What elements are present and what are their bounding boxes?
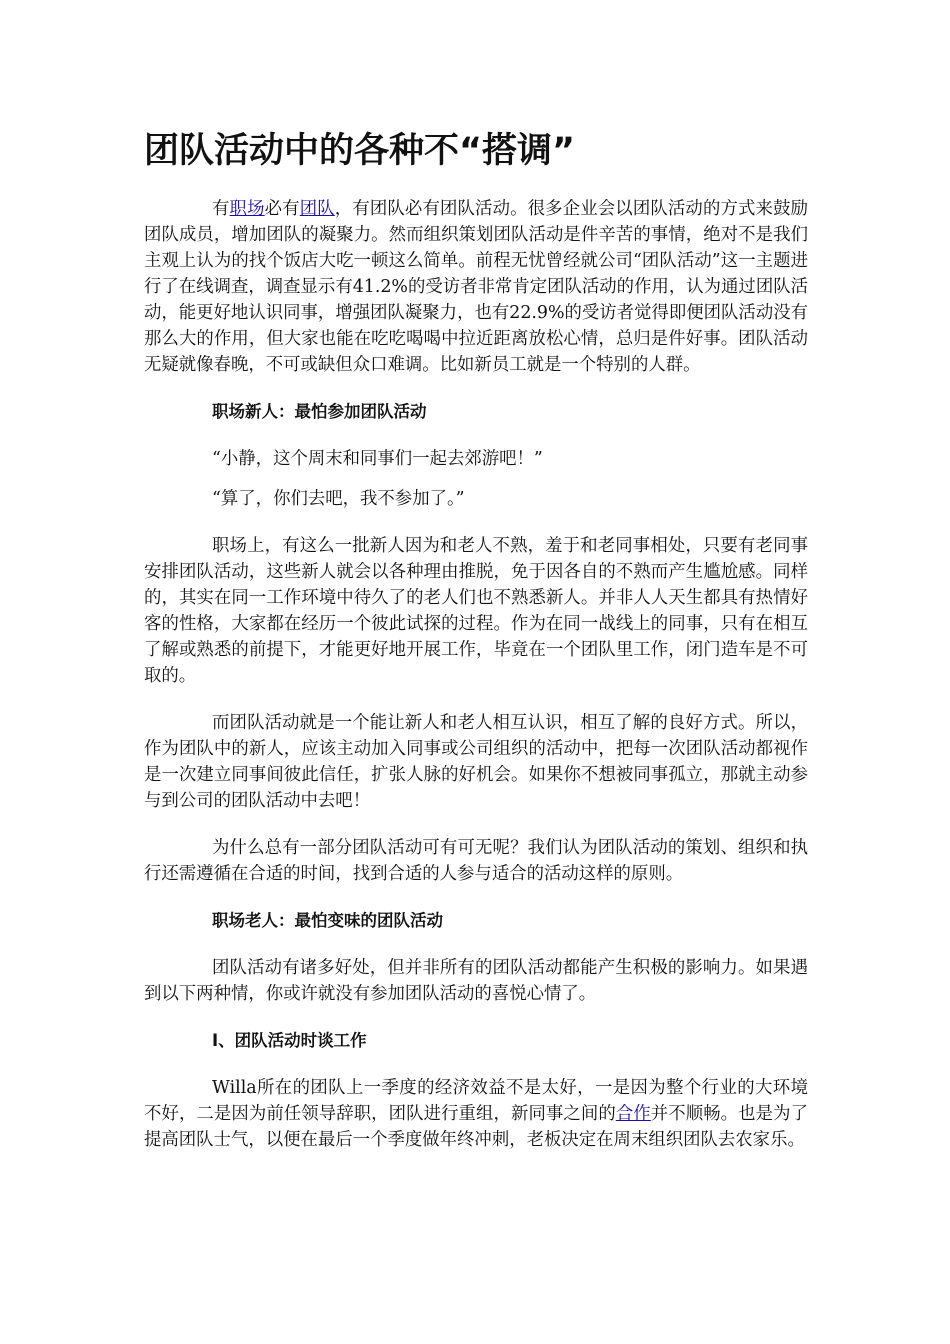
team-link[interactable]: 团队: [299, 199, 335, 219]
newcomers-paragraph-2: 而团队活动就是一个能让新人和老人相互认识，相互了解的良好方式。所以，作为团队中的新人，应该主动加入同事或公司组织的活动中，把每一次团队活动都视作是一次建立同事间彼此信任，扩张人脉的好机会。如果你不想被同事孤立，那就主动参与到公司的团队活动中去吧！: [144, 713, 808, 811]
section-heading-veterans: 职场老人：最怕变味的团队活动: [212, 911, 443, 930]
intro-paragraph: [144, 196, 808, 378]
newcomers-paragraph-1: 职场上，有这么一批新人因为和老人不熟，羞于和老同事相处，只要有老同事安排团队活动，这些新人就会以各种理由推脱，免于因各自的不熟而产生尴尬感。同样的，其实在同一工作环境中待久了的老人们也不熟悉新人。并非人人天生都具有热情好客的性格，大家都在经历一个彼此试探的过程。作为在同一战线上的同事，只有在相互了解或熟悉的前提下，才能更好地开展工作，毕竟在一个团队里工作，闭门造车是不可取的。: [144, 536, 808, 686]
intro-text-2: 必有: [264, 199, 300, 219]
work-talk-text-2: 并不顺畅。也是为了提高团队士气，以便在最后一个季度做年终冲刺，老板决定在周末组织团队去农家乐。: [144, 1104, 808, 1150]
quote-decline: “算了，你们去吧，我不参加了。”: [212, 489, 465, 509]
intro-text-3: ，有团队必有团队活动。很多企业会以团队活动的方式来鼓励团队成员，增加团队的凝聚力。然而组织策划团队活动是件辛苦的事情，绝对不是我们主观上认为的找个饭店大吃一顿这么简单。前程无忧曾经就公司“团队活动”这一主题进行了在线调查，调查显示有41.2%的受访者非常肯定团队活动的作用，认为通过团队活动，能更好地认识同事，增强团队凝聚力，也有22.9%的受访者觉得即便团队活动没有那么大的作用，但大家也能在吃吃喝喝中拉近距离放松心情，总归是件好事。团队活动无疑就像春晚，不可或缺但众口难调。比如新员工就是一个特别的人群。: [144, 199, 808, 375]
intro-text-1: 有: [212, 199, 230, 219]
veterans-paragraph-1: 团队活动有诸多好处，但并非所有的团队活动都能产生积极的影响力。如果遇到以下两种情，你或许就没有参加团队活动的喜悦心情了。: [144, 958, 808, 1004]
quote-invite: “小静，这个周末和同事们一起去郊游吧！”: [212, 449, 543, 469]
page-title: 团队活动中的各种不“搭调”: [144, 131, 576, 171]
cooperation-link[interactable]: 合作: [615, 1104, 651, 1124]
newcomers-paragraph-3: 为什么总有一部分团队活动可有可无呢？我们认为团队活动的策划、组织和执行还需遵循在合适的时间，找到合适的人参与适合的活动这样的原则。: [144, 838, 808, 884]
workplace-link[interactable]: 职场: [229, 199, 265, 219]
section-heading-work-talk: Ⅰ、团队活动时谈工作: [212, 1031, 367, 1050]
work-talk-text-1: Willa所在的团队上一季度的经济效益不是太好，一是因为整个行业的大环境不好，二是因为前任领导辞职，团队进行重组，新同事之间的: [144, 1078, 808, 1124]
document-page: [144, 128, 808, 1174]
work-talk-paragraph: [144, 1075, 808, 1153]
section-heading-newcomers: 职场新人：最怕参加团队活动: [212, 402, 427, 421]
